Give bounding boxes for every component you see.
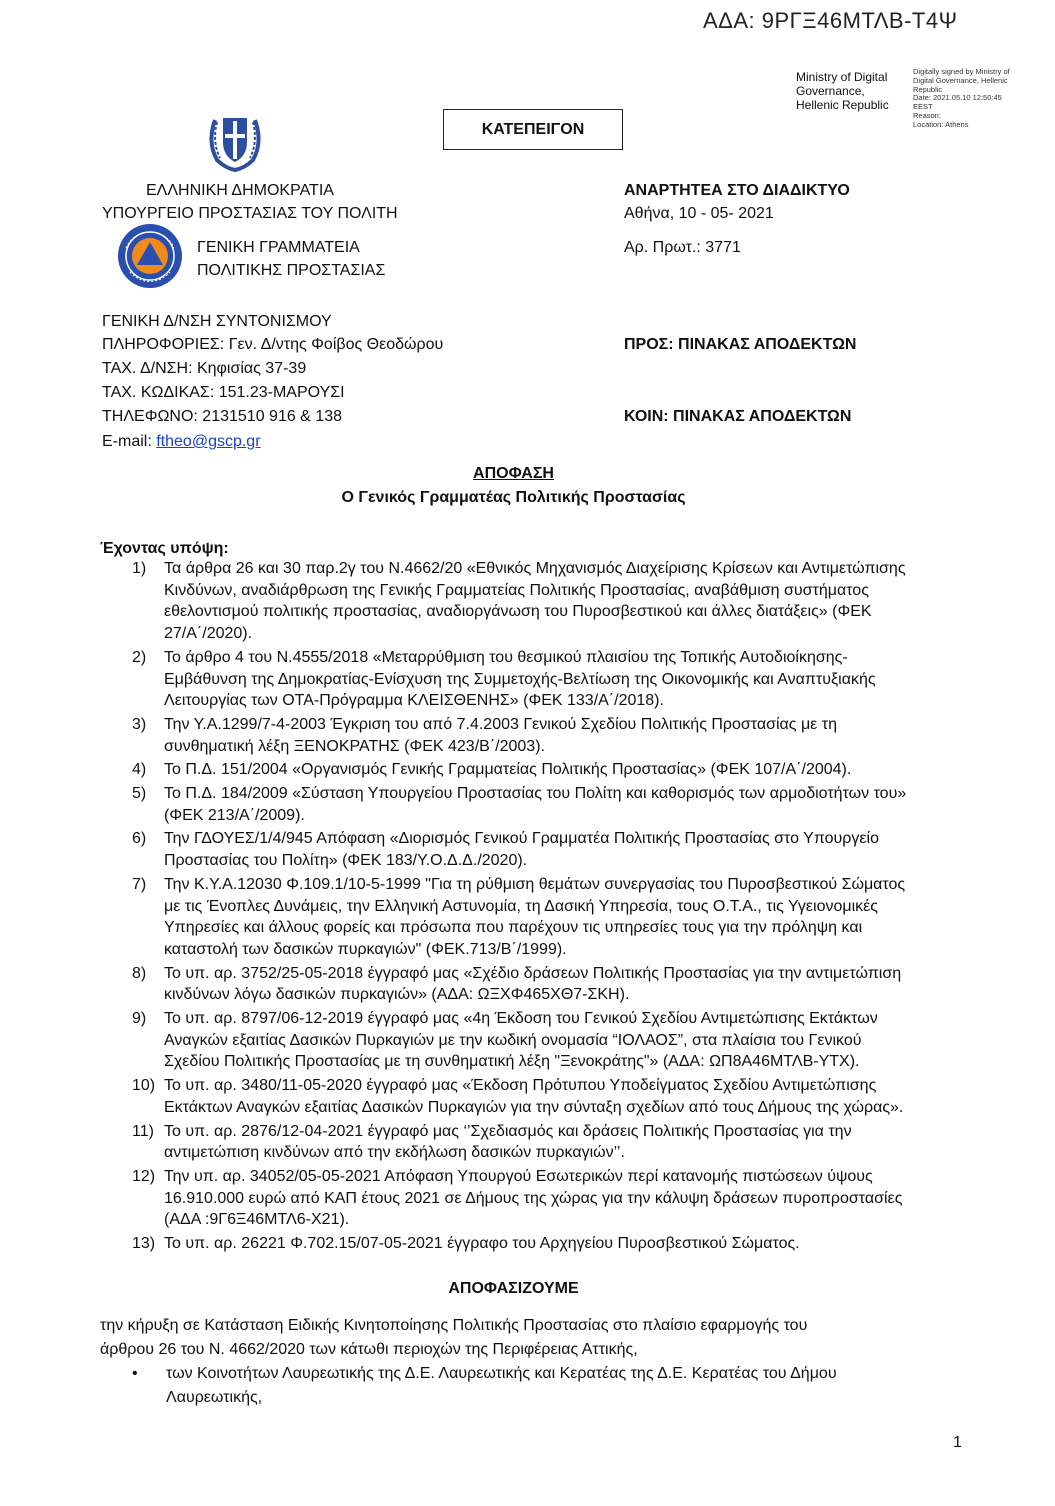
list-item-line: Το υπ. αρ. 26221 Φ.702.15/07-05-2021 έγγραφο του Αρχηγείου Πυροσβεστικού Σώματος. — [164, 1235, 800, 1253]
list-item-line: Το υπ. αρ. 8797/06-12-2019 έγγραφό μας «4η Έκδοση του Γενικού Σχεδίου Αντιμετώπισης Εκτάκτων — [164, 1010, 878, 1028]
urgent-label: ΚΑΤΕΠΕΙΓΟΝ — [481, 120, 585, 138]
urgent-box — [443, 109, 623, 150]
contact-info: ΠΛΗΡΟΦΟΡΙΕΣ: Γεν. Δ/ντης Φοίβος Θεοδώρου — [102, 336, 444, 353]
list-item-number: 13) — [132, 1235, 156, 1253]
list-item — [118, 647, 980, 712]
list-item-number: 6) — [132, 830, 147, 848]
contact-phone: ΤΗΛΕΦΩΝΟ: 2131510 916 & 138 — [102, 408, 342, 425]
signature-line: Date: 2021.05.10 12:50:45 — [913, 93, 1002, 103]
list-item — [118, 1121, 980, 1164]
list-item — [118, 1166, 980, 1231]
signature-line: Reason: — [913, 110, 941, 120]
to-value: : ΠΙΝΑΚΑΣ ΑΠΟΔΕΚΤΩΝ — [668, 336, 857, 353]
decision-line: άρθρου 26 του Ν. 4662/2020 των κάτωθι περιοχών της Περιφέρειας Αττικής, — [100, 1341, 638, 1358]
list-item-line: Το Π.Δ. 151/2004 «Οργανισμός Γενικής Γραμματείας Πολιτικής Προστασίας» (ΦΕΚ 107/Α΄/2004). — [164, 761, 852, 779]
post-online-label: ΑΝΑΡΤΗΤΕΑ ΣΤΟ ΔΙΑΔΙΚΤΥΟ — [624, 182, 850, 199]
list-item-number: 8) — [132, 964, 147, 982]
list-item-line: 16.910.000 ευρώ από ΚΑΠ έτους 2021 σε Δήμους της χώρας για την κάλυψη δράσεων πυροπροστασίες — [164, 1189, 903, 1207]
to-label: ΠΡΟΣ — [624, 336, 669, 353]
list-item-line: (ΦΕΚ 213/Α΄/2009). — [164, 806, 305, 824]
bullet-line: των Κοινοτήτων Λαυρεωτικής της Δ.Ε. Λαυρεωτικής και Κερατέας της Δ.Ε. Κερατέας του Δήμου — [166, 1365, 837, 1382]
list-item-line: 27/Α΄/2020). — [164, 625, 253, 643]
list-item-number: 1) — [132, 560, 147, 577]
list-item-line: Λειτουργίας των ΟΤΑ-Πρόγραμμα ΚΛΕΙΣΘΕΝΗΣ» (ΦΕΚ 133/Α΄/2018). — [164, 692, 664, 710]
cc-label: ΚΟΙΝ — [624, 408, 664, 425]
decision-title-text: ΑΠΟΦΑΣΗ — [473, 465, 554, 482]
contact-postcode: ΤΑΧ. ΚΩΔΙΚΑΣ: 151.23-ΜΑΡΟΥΣΙ — [102, 384, 345, 401]
list-item-line: Υπηρεσίες και άλλους φορείς και πρόσωπα που παρέχουν τις υπηρεσίες τους για την πρόληψη και — [164, 919, 863, 937]
list-item-line: Αναγκών εξαιτίας Δασικών Πυρκαγιών με την κωδική ονομασία “ΙΟΛΑΟΣ”, στα πλαίσια του Γενικού — [164, 1031, 862, 1049]
list-item-line: Το άρθρο 4 του Ν.4555/2018 «Μεταρρύθμιση του θεσμικού πλαισίου της Τοπικής Αυτοδιοίκησης- — [164, 648, 848, 666]
decision-title — [0, 462, 1041, 485]
list-item-line: Το υπ. αρ. 3480/11-05-2020 έγγραφό μας «Έκδοση Πρότυπου Υποδείγματος Σχεδίου Αντιμετώπισης — [164, 1077, 877, 1095]
decision-paragraph — [100, 1314, 964, 1362]
list-item — [118, 963, 980, 1006]
list-item-text — [164, 759, 980, 781]
list-item — [118, 1233, 980, 1255]
list-item-line: Την υπ. αρ. 34052/05-05-2021 Απόφαση Υπουργού Εσωτερικών περί κατανομής πιστώσεων ύψους — [164, 1167, 873, 1185]
list-item-line: Σχεδίου Πολιτικής Προστασίας με τη συνθηματική λέξη "Ξενοκράτης"» (ΑΔΑ: ΩΠ8Α46ΜΤΛΒ-ΥΤΧ). — [164, 1053, 860, 1071]
list-item-number: 12) — [132, 1167, 156, 1185]
list-item-line: (ΑΔΑ :9Γ6Ξ46ΜΤΛ6-Χ21). — [164, 1211, 350, 1229]
email-link[interactable]: ftheo@gscp.gr — [156, 433, 261, 450]
list-item-line: Την ΓΔΟΥΕΣ/1/4/945 Απόφαση «Διορισμός Γενικού Γραμματέα Πολιτικής Προστασίας στο Υπουργείο — [164, 830, 879, 848]
list-item-number: 9) — [132, 1010, 147, 1028]
header-ministry: ΥΠΟΥΡΓΕΙΟ ΠΡΟΣΤΑΣΙΑΣ ΤΟΥ ΠΟΛΙΤΗ — [102, 205, 398, 222]
list-item-text — [164, 714, 980, 757]
decision-subtitle: Ο Γενικός Γραμματέας Πολιτικής Προστασίας — [341, 489, 686, 506]
bullet-item — [132, 1362, 966, 1410]
bullet-icon: • — [132, 1365, 138, 1382]
list-item-line: καταστολή των δασικών πυρκαγιών" (ΦΕΚ.713/Β΄/1999). — [164, 940, 567, 958]
header-republic: ΕΛΛΗΝΙΚΗ ΔΗΜΟΚΡΑΤΙΑ — [146, 182, 334, 199]
list-item — [118, 714, 980, 757]
list-item — [118, 783, 980, 826]
greek-emblem-icon — [203, 112, 267, 172]
considering-heading: Έχοντας υπόψη: — [100, 540, 229, 557]
list-item — [118, 759, 980, 781]
cc-value: : ΠΙΝΑΚΑΣ ΑΠΟΔΕΚΤΩΝ — [663, 408, 852, 425]
list-item-line: Την Κ.Υ.Α.12030 Φ.109.1/10-5-1999 "Για τη ρύθμιση θεμάτων συνεργασίας του Πυροσβεστικού Σώματος — [164, 875, 906, 893]
list-item — [118, 828, 980, 871]
signature-ministry: Ministry of Digital Governance, Hellenic Republic — [796, 70, 889, 112]
list-item-number: 10) — [132, 1077, 156, 1095]
list-item-text — [164, 1008, 980, 1073]
list-item-text — [164, 1166, 980, 1231]
recipients-to — [624, 333, 856, 356]
list-item-line: εθελοντισμού πολιτικής προστασίας, αναδιοργάνωση του Πυροσβεστικού και άλλες διατάξεις» (ΦΕΚ — [164, 603, 872, 621]
list-item-line: Εμβάθυνση της Δημοκρατίας-Ενίσχυση της Συμμετοχής-Βελτίωση της Οικονομικής και Αναπτυξιακής — [164, 670, 876, 688]
list-item-line: Το Π.Δ. 184/2009 «Σύσταση Υπουργείου Προστασίας του Πολίτη και καθορισμός των αρμοδιοτήτων του» — [164, 785, 907, 803]
list-item-number: 3) — [132, 715, 147, 733]
list-item-line: Τα άρθρα 26 και 30 παρ.2γ του Ν.4662/20 «Εθνικός Μηχανισμός Διαχείρισης Κρίσεων και Αντιμετώπισης — [164, 560, 906, 577]
document-date: Αθήνα, 10 - 05- 2021 — [624, 205, 774, 222]
signature-line: Digital Governance, Hellenic — [913, 75, 1008, 85]
email-label: E-mail: — [102, 433, 157, 450]
ada-code: ΑΔΑ: 9ΡΓΞ46ΜΤΛΒ-Τ4Ψ — [703, 8, 958, 33]
list-item — [118, 874, 980, 961]
list-item-text — [164, 783, 980, 826]
list-item-line: Την Υ.Α.1299/7-4-2003 Έγκριση του από 7.4.2003 Γενικού Σχεδίου Πολιτικής Προστασίας με τη — [164, 715, 837, 733]
signature-line: Location: Athens — [913, 119, 969, 129]
signature-line: Digitally signed by Ministry of — [913, 67, 1010, 76]
list-item — [118, 1075, 980, 1118]
list-item-text — [164, 874, 980, 961]
list-item-line: με τις Ένοπλες Δυνάμεις, την Ελληνική Αστυνομία, τη Δασική Υπηρεσία, τους Ο.Τ.Α., τις Υγειονομικές — [164, 897, 878, 915]
bullet-text — [166, 1362, 837, 1410]
list-item-line: αντιμετώπιση κινδύνων από την εκδήλωση δασικών πυρκαγιών’’. — [164, 1144, 625, 1162]
signature-line: Republic — [913, 84, 943, 94]
contact-email-row — [102, 430, 261, 453]
decision-line: την κήρυξη σε Κατάσταση Ειδικής Κινητοποίησης Πολιτικής Προστασίας στο πλαίσιο εφαρμογής του — [100, 1317, 808, 1334]
directorate: ΓΕΝΙΚΗ Δ/ΝΣΗ ΣΥΝΤΟΝΙΣΜΟΥ — [102, 313, 332, 330]
list-item-text — [164, 1121, 980, 1164]
list-item-text — [164, 647, 980, 712]
we-decide-heading: ΑΠΟΦΑΣΙΖΟΥΜΕ — [448, 1280, 579, 1297]
list-item-line: Εκτάκτων Αναγκών εξαιτίας Δασικών Πυρκαγιών για την σύνταξη σχεδίων από τους Δήμους της χώρας». — [164, 1098, 904, 1116]
header-general-secretariat: ΓΕΝΙΚΗ ΓΡΑΜΜΑΤΕΙΑ — [197, 239, 360, 256]
list-item-text — [164, 963, 980, 1006]
list-item — [118, 1008, 980, 1073]
list-item-line: Το υπ. αρ. 2876/12-04-2021 έγγραφό μας ‘’Σχεδιασμός και δράσεις Πολιτικής Προστασίας για την — [164, 1122, 852, 1140]
list-item-line: κινδύνων λόγω δασικών πυρκαγιών» (ΑΔΑ: ΩΞΧΦ465ΧΘ7-ΣΚΗ). — [164, 986, 630, 1004]
list-item-line: Προστασίας του Πολίτη» (ΦΕΚ 183/Υ.Ο.Δ.Δ./2020). — [164, 852, 528, 870]
list-item-number: 5) — [132, 785, 147, 803]
list-item-number: 7) — [132, 875, 147, 893]
header-civil-protection: ΠΟΛΙΤΙΚΗΣ ΠΡΟΣΤΑΣΙΑΣ — [197, 262, 386, 279]
list-item-number: 2) — [132, 648, 147, 666]
list-item-number: 4) — [132, 761, 147, 779]
contact-address: ΤΑΧ. Δ/ΝΣΗ: Κηφισίας 37-39 — [102, 360, 307, 377]
list-item — [118, 558, 980, 645]
list-item-number: 11) — [132, 1122, 154, 1140]
list-item-text — [164, 828, 980, 871]
list-item-text — [164, 558, 980, 645]
considerations-list — [118, 558, 980, 1255]
list-item-line: συνθηματική λέξη ΞΕΝΟΚΡΑΤΗΣ (ΦΕΚ 423/Β΄/2003). — [164, 737, 545, 755]
list-item-text — [164, 1233, 980, 1255]
bullet-line: Λαυρεωτικής, — [166, 1389, 263, 1406]
recipients-cc — [624, 405, 851, 428]
signature-details — [913, 68, 1031, 130]
signature-line: EEST — [913, 102, 933, 112]
page-number: 1 — [953, 1434, 962, 1451]
list-item-text — [164, 1075, 980, 1118]
list-item-line: Κινδύνων, αναδιάρθρωση της Γενικής Γραμματείας Πολιτικής Προστασίας, αναβάθμιση συστήματος — [164, 581, 869, 599]
protocol-number: Αρ. Πρωτ.: 3771 — [624, 239, 741, 256]
civil-protection-logo-icon — [116, 222, 184, 290]
list-item-line: Το υπ. αρ. 3752/25-05-2018 έγγραφό μας «Σχέδιο δράσεων Πολιτικής Προστασίας για την αντιμετώπιση — [164, 964, 902, 982]
